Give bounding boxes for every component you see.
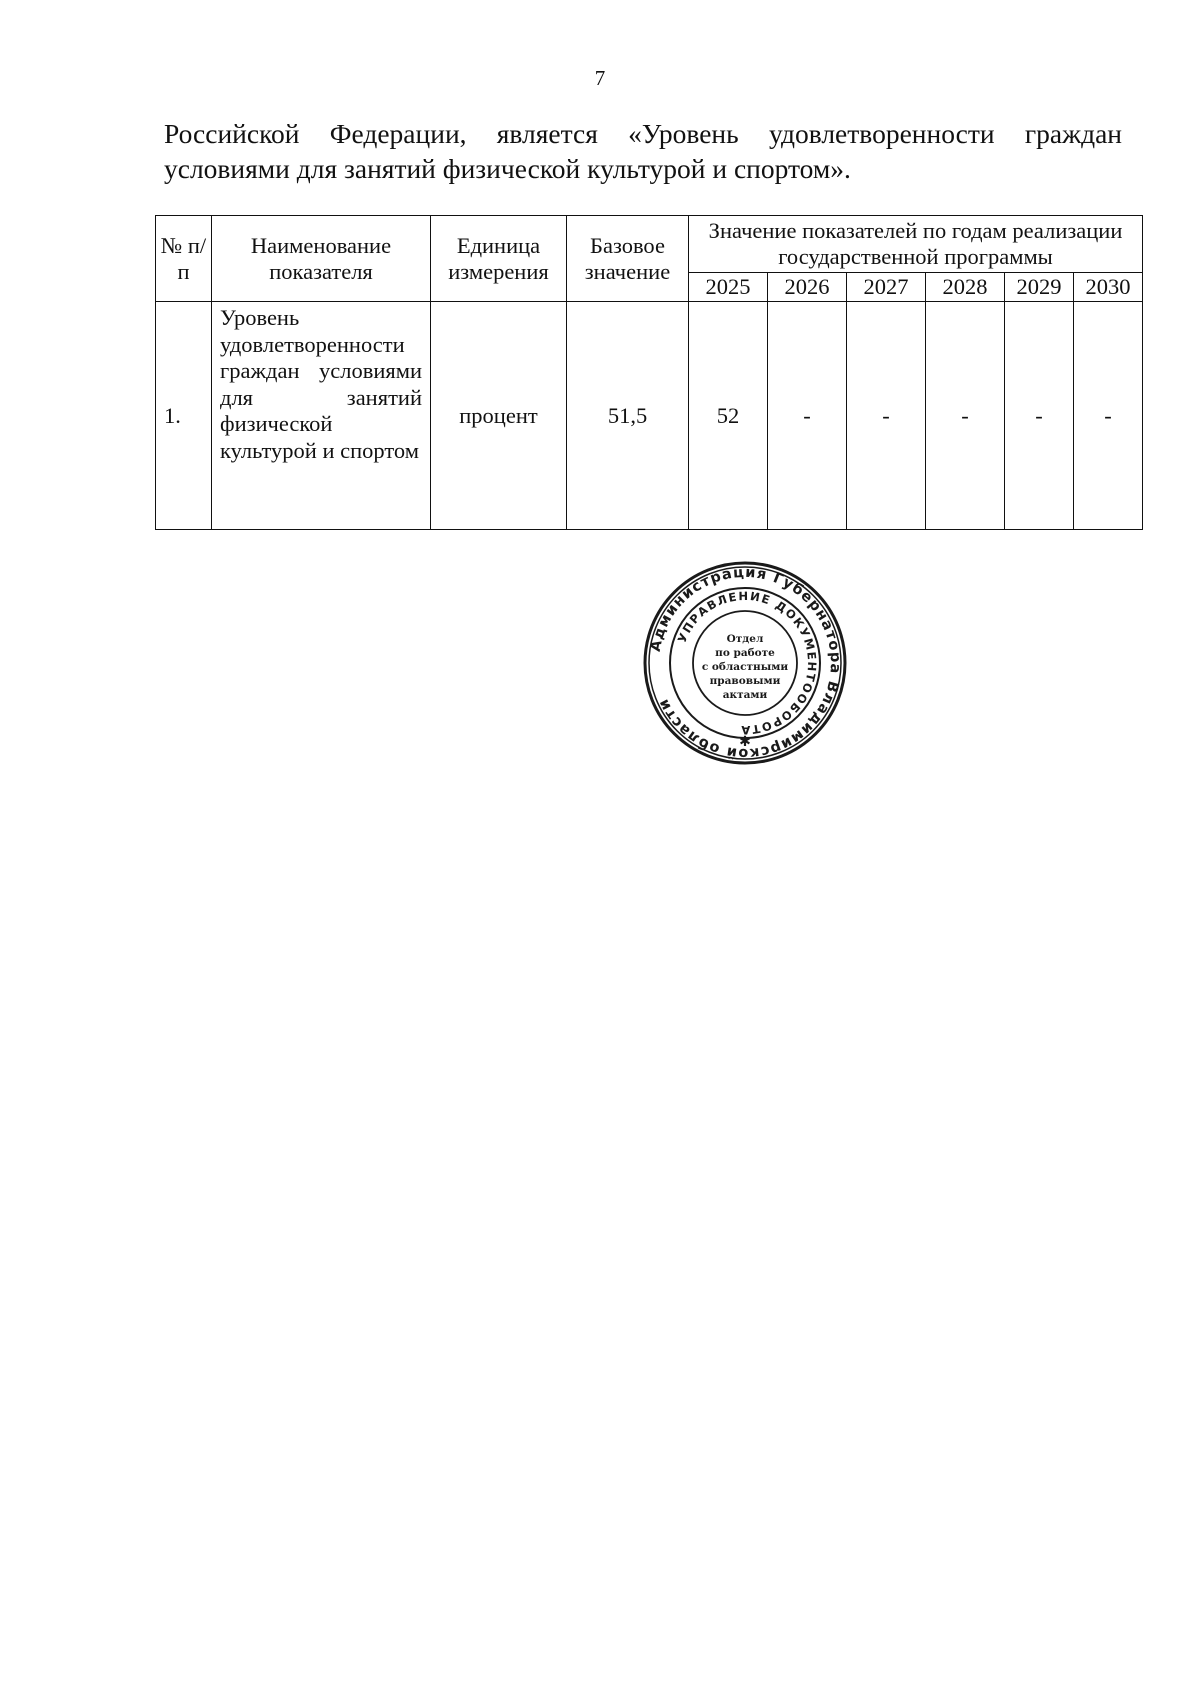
seal-center-line: по работе [715, 647, 775, 659]
header-year: 2026 [768, 273, 847, 302]
row-value-2027: - [847, 302, 926, 530]
row-value-2029: - [1005, 302, 1074, 530]
intro-line-2: условиями для занятий физической культурой и спортом». [164, 153, 851, 184]
intro-line-1: Российской Федерации, является «Уровень удовлетворенности граждан [164, 118, 1122, 149]
row-indicator-name: Уровень удовлетворенности граждан условиями для занятий физической культурой и спортом [212, 302, 431, 530]
header-year: 2029 [1005, 273, 1074, 302]
row-value-2028: - [926, 302, 1005, 530]
seal-center-line: с областными [701, 661, 789, 673]
seal-star-icon: ✱ [739, 734, 751, 750]
header-name: Наименование показателя [212, 216, 431, 302]
row-base-value: 51,5 [567, 302, 689, 530]
header-years-group: Значение показателей по годам реализации государственной программы [689, 216, 1143, 273]
indicators-table [155, 215, 1143, 530]
page-number: 7 [594, 66, 606, 90]
seal-outer-text: Администрация Губернатора Владимирской области [647, 564, 844, 762]
header-num: № п/п [156, 216, 212, 302]
intro-paragraph [164, 116, 1122, 186]
header-base: Базовое значение [567, 216, 689, 302]
table-row [156, 302, 1143, 530]
row-num: 1. [156, 302, 212, 530]
row-unit: процент [431, 302, 567, 530]
seal-center-line: Отдел [726, 633, 764, 645]
header-year: 2028 [926, 273, 1005, 302]
row-value-2026: - [768, 302, 847, 530]
header-year: 2025 [689, 273, 768, 302]
header-year: 2027 [847, 273, 926, 302]
seal-center-line: правовыми [709, 675, 781, 687]
official-seal-stamp [642, 560, 848, 766]
row-value-2025: 52 [689, 302, 768, 530]
seal-center-line: актами [722, 689, 768, 701]
header-year: 2030 [1074, 273, 1143, 302]
seal-inner-text: УПРАВЛЕНИЕ ДОКУМЕНТООБОРОТА [674, 588, 820, 738]
header-unit: Единица измерения [431, 216, 567, 302]
row-value-2030: - [1074, 302, 1143, 530]
